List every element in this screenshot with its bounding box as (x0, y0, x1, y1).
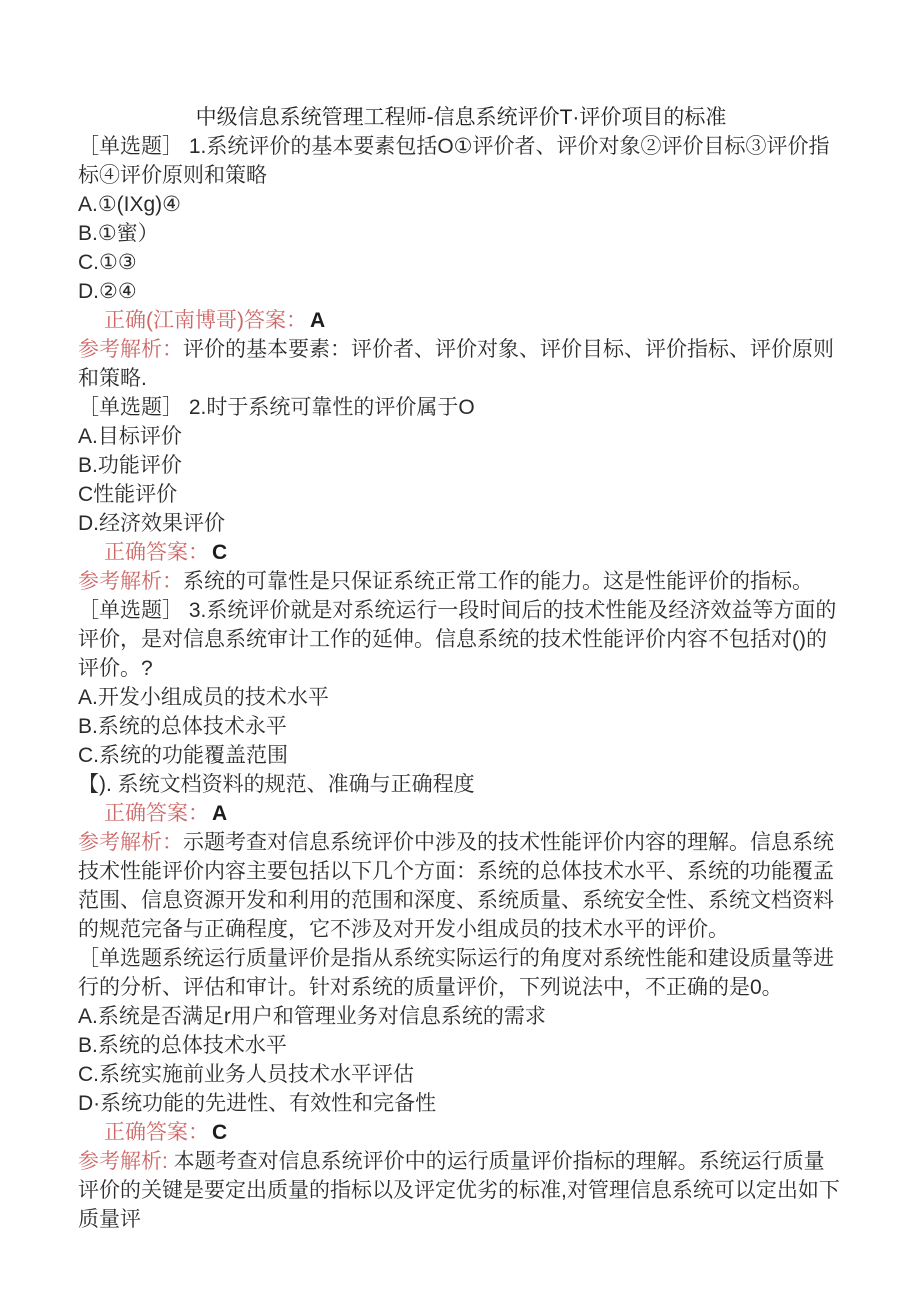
page-title: 中级信息系统管理工程师-信息系统评价T·评价项目的标准 (195, 106, 727, 129)
answer-line (78, 1118, 844, 1147)
option-item: A.目标评价 (78, 425, 182, 448)
analysis-text: 系统的可靠性是只保证系统正常工作的能力。这是性能评价的指标。 (183, 570, 813, 593)
analysis-text: 本题考查对信息系统评价中的运行质量评价指标的理解。系统运行质量评价的关键是要定出质量的指标以及评定优劣的标准,对管理信息系统可以定出如下质量评 (78, 1150, 840, 1231)
answer-value: A (310, 309, 326, 332)
question-stem: ［单选题系统运行质量评价是指从系统实际运行的角度对系统性能和建设质量等进行的分析、评估和审计。针对系统的质量评价，下列说法中，不正确的是0。 (78, 947, 834, 999)
answer-label: 正确答案： (104, 541, 209, 564)
analysis-label: 参考解析: (78, 1150, 174, 1173)
option-item: D·系统功能的先进性、有效性和完备性 (78, 1092, 437, 1115)
option-item: A.开发小组成员的技术水平 (78, 686, 329, 709)
answer-line (78, 799, 844, 828)
answer-label: 正确答案： (104, 802, 209, 825)
option-item: B.系统的总体技术永平 (78, 715, 287, 738)
option-item: A.①(IXg)④ (78, 193, 182, 216)
option-item: D.经济效果评价 (78, 512, 225, 535)
analysis-line (78, 567, 844, 596)
analysis-text: 评价的基本要素：评价者、评价对象、评价目标、评价指标、评价原则和策略. (78, 338, 834, 390)
option-item: C.系统的功能覆盖范围 (78, 744, 288, 767)
option-item: 【). 系统文档资料的规范、准确与正确程度 (78, 773, 475, 796)
answer-value: A (212, 802, 228, 825)
option-item: C.系统实施前业务人员技术水平评估 (78, 1063, 414, 1086)
analysis-line (78, 828, 844, 944)
answer-label: 正确答案： (104, 1121, 209, 1144)
analysis-line (78, 1147, 844, 1234)
option-item: D.②④ (78, 280, 137, 303)
analysis-line (78, 335, 844, 393)
answer-line (78, 538, 844, 567)
question-stem: ［单选题］ 2.时于系统可靠性的评价属于O (78, 396, 475, 419)
option-item: A.系统是否满足r用户和管理业务对信息系统的需求 (78, 1005, 546, 1028)
analysis-label: 参考解析： (78, 831, 183, 854)
analysis-text: 示题考查对信息系统评价中涉及的技术性能评价内容的理解。信息系统技术性能评价内容主要包括以下几个方面：系统的总体技术水平、系统的功能覆孟范围、信息资源开发和利用的范围和深度、系统质量、系统安全性、系统文档资料的规范完备与正确程度，它不涉及对开发小组成员的技术水平的评价。 (78, 831, 834, 941)
analysis-label: 参考解析： (78, 570, 183, 593)
analysis-label: 参考解析： (78, 338, 183, 361)
answer-value: C (212, 541, 228, 564)
question-stem: ［单选题］ 1.系统评价的基本要素包括O①评价者、评价对象②评价目标③评价指标④评价原则和策略 (78, 135, 830, 187)
option-item: B.系统的总体技术水平 (78, 1034, 287, 1057)
option-item: B.①蜜） (78, 222, 159, 245)
option-item: C性能评价 (78, 483, 178, 506)
question-stem: ［单选题］ 3.系统评价就是对系统运行一段时间后的技术性能及经济效益等方面的评价，是对信息系统审计工作的延伸。信息系统的技术性能评价内容不包括对()的评价。? (78, 599, 837, 680)
answer-label: 正确(江南博哥)答案： (104, 309, 307, 332)
option-item: B.功能评价 (78, 454, 182, 477)
option-item: C.①③ (78, 251, 137, 274)
document-body (78, 132, 844, 1234)
answer-line (78, 306, 844, 335)
answer-value: C (212, 1121, 228, 1144)
